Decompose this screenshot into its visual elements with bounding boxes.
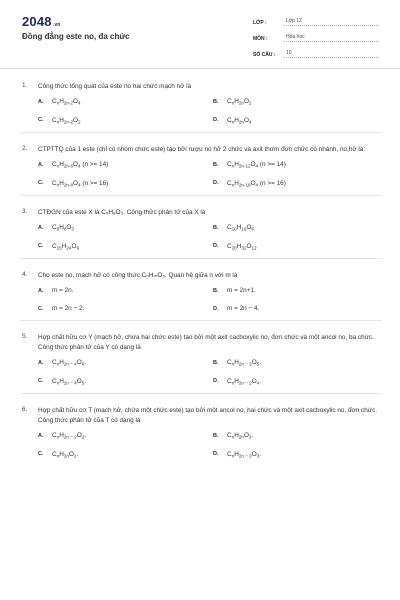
option-letter: A. [38, 432, 44, 439]
option-letter: A. [38, 287, 44, 294]
answer-option[interactable] [213, 451, 388, 459]
option-text: $C_nH_{2n-18}O_4$ (n >= 16) [227, 179, 286, 187]
question-text: Hợp chất hữu cơ Y (mạch hở, chứa hai chức este) tạo bởi một axit cacboxylic no, đơn chức và một ancol no, ba chức. Công thức phân tử của Y có dạng là [38, 334, 374, 351]
answer-options [38, 287, 382, 312]
meta-value: Lớp 12 [284, 18, 379, 26]
question-number: 6. [22, 406, 28, 413]
option-text: $C_{20}H_{32}O_{12}$ [227, 242, 257, 250]
option-letter: B. [213, 98, 219, 105]
option-text: $C_nH_{2n}O_2$. [52, 450, 79, 458]
question-text: Hợp chất hữu cơ T (mạch hở, chứa một chức este) tạo bởi một ancol no, hai chức và một axit cacboxylic no, đơn chức. Công thức phân tử của T có dạng là [38, 407, 378, 424]
option-text: $C_nH_{2n - 2}O_5$. [227, 359, 262, 367]
meta-value: 10 [284, 50, 379, 58]
answer-option[interactable] [213, 359, 388, 367]
option-text: $C_{10}H_{16}O_6$ [227, 224, 255, 232]
answer-options [38, 161, 382, 187]
answer-option[interactable] [213, 378, 388, 386]
answer-option[interactable] [38, 451, 213, 459]
option-text: m = 2n − 2. [52, 305, 85, 312]
option-letter: A. [38, 359, 44, 366]
answer-option[interactable] [38, 180, 213, 188]
option-letter: D. [213, 378, 219, 385]
option-text: $C_nH_{2n-8}O_4$ (n >= 16) [52, 179, 109, 187]
answer-option[interactable] [213, 305, 388, 312]
meta-label: MÔN : [253, 36, 268, 42]
answer-option[interactable] [213, 180, 388, 188]
option-text: $C_nH_{2n}O_2$ [227, 98, 252, 106]
answer-option[interactable] [38, 287, 213, 294]
option-letter: C. [38, 243, 44, 250]
meta-row-count [253, 47, 379, 58]
meta-info [253, 15, 379, 63]
option-letter: C. [38, 117, 44, 124]
brand-logo [22, 14, 61, 29]
option-text: m = 2n. [52, 287, 74, 294]
question-item [20, 70, 382, 133]
option-text: $C_nH_{2n - 4}O_5$. [52, 377, 87, 385]
meta-label: SỐ CÂU : [253, 52, 276, 58]
brand-suffix: .vn [52, 22, 61, 28]
meta-row-subject [253, 31, 379, 42]
option-letter: C. [38, 378, 44, 385]
option-letter: D. [213, 243, 219, 250]
option-letter: D. [213, 451, 219, 458]
option-text: $C_nH_{2n}O_3$. [227, 432, 254, 440]
option-letter: C. [38, 451, 44, 458]
option-letter: B. [213, 224, 219, 231]
answer-option[interactable] [213, 432, 388, 440]
answer-option[interactable] [213, 287, 388, 294]
answer-options [38, 359, 382, 385]
meta-label: LỚP : [253, 20, 267, 26]
option-letter: A. [38, 98, 44, 105]
option-text: $C_nH_{2n - 2}O_4$. [227, 377, 262, 385]
answer-options [38, 98, 382, 124]
question-number: 1. [22, 82, 28, 89]
answer-option[interactable] [213, 98, 388, 106]
question-item [20, 321, 382, 394]
answer-option[interactable] [213, 117, 388, 125]
option-text: $C_{15}H_{24}O_9$ [52, 242, 80, 250]
option-text: $C_nH_{2n}O_4$ [227, 116, 252, 124]
option-text: $C_nH_{2n-2}O_2$ [52, 116, 81, 124]
question-number: 5. [22, 333, 28, 340]
question-number: 4. [22, 271, 28, 278]
answer-option[interactable] [213, 224, 388, 232]
answer-option[interactable] [38, 117, 213, 125]
document-title: Đồng đẳng este no, đa chức [22, 32, 130, 41]
brand-main: 2048 [22, 14, 52, 29]
answer-option[interactable] [38, 359, 213, 367]
answer-options [38, 432, 382, 458]
question-list [0, 70, 400, 466]
header-divider [0, 68, 400, 69]
answer-option[interactable] [38, 161, 213, 169]
option-text: $C_nH_{2n-2}O_4$ [52, 98, 81, 106]
option-text: $C_nH_{2n - 4}O_6$. [52, 359, 87, 367]
option-text: $C_nH_{2n - 2}O_2$. [52, 432, 87, 440]
answer-option[interactable] [38, 305, 213, 312]
meta-value: Hóa học [284, 34, 379, 42]
option-text: m = 2n − 4. [227, 305, 260, 312]
option-text: $C_5H_8O_3$ [52, 224, 74, 232]
answer-option[interactable] [38, 224, 213, 232]
option-letter: B. [213, 161, 219, 168]
option-letter: D. [213, 117, 219, 124]
option-letter: B. [213, 287, 219, 294]
question-item [20, 259, 382, 321]
question-item [20, 394, 382, 466]
question-text: Cho este no, mạch hở có công thức CₙHₘO₆. Quan hệ giữa n với m là [38, 272, 238, 279]
option-text: $C_nH_{2n-6}O_4$ (n >= 14) [52, 161, 109, 169]
option-letter: C. [38, 180, 44, 187]
question-number: 2. [22, 145, 28, 152]
answer-option[interactable] [38, 243, 213, 251]
question-text: CTPTTQ của 1 este (chỉ có nhóm chức este) tạo bởi rượu no hở 2 chức và axit thơm đơn chức có nhánh, no,hở là: [38, 146, 366, 153]
option-letter: A. [38, 161, 44, 168]
answer-option[interactable] [38, 378, 213, 386]
option-letter: C. [38, 305, 44, 312]
option-text: $C_nH_{2n - 2}O_3$. [227, 450, 262, 458]
option-letter: B. [213, 432, 219, 439]
option-text: m = 2n+1. [227, 287, 256, 294]
meta-row-class [253, 15, 379, 26]
answer-option[interactable] [38, 432, 213, 440]
question-number: 3. [22, 208, 28, 215]
answer-option[interactable] [213, 161, 388, 169]
question-text: CTĐGN của este X là C₅H₈O₃. Công thức phân tử của X là [38, 209, 206, 216]
option-letter: B. [213, 359, 219, 366]
answer-options [38, 224, 382, 250]
question-text: Công thức tổng quát của este no hai chức mạch hở là [38, 83, 192, 90]
option-letter: D. [213, 180, 219, 187]
option-letter: A. [38, 224, 44, 231]
question-item [20, 196, 382, 259]
answer-option[interactable] [38, 98, 213, 106]
worksheet-header [0, 0, 400, 70]
question-item [20, 133, 382, 196]
answer-option[interactable] [213, 243, 388, 251]
option-letter: D. [213, 305, 219, 312]
option-text: $C_nH_{2n-12}O_4$ (n >= 14) [227, 161, 286, 169]
